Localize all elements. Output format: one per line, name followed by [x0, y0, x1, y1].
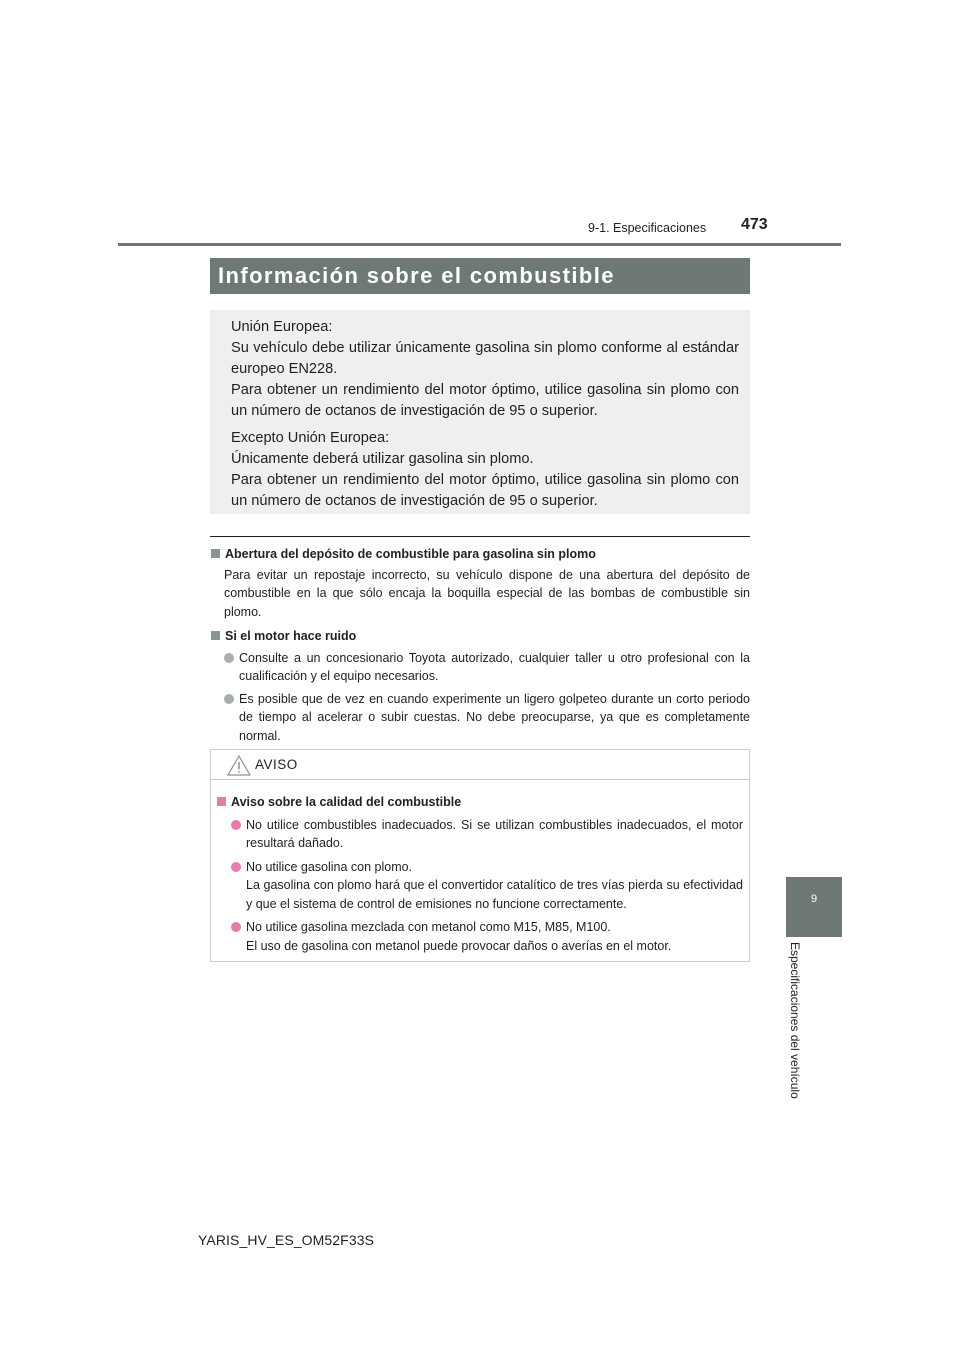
square-bullet-icon [211, 631, 220, 640]
list-item-text: Es posible que de vez en cuando experimente un ligero golpeteo durante un corto periodo de tiempo al acelerar o subir cuestas. No debe preocuparse, ya que es completamente normal. [239, 691, 750, 743]
section-label: 9-1. Especificaciones [588, 221, 707, 235]
page-title: Información sobre el combustible [210, 258, 750, 294]
header-divider [118, 243, 841, 246]
list-item [231, 918, 743, 955]
eu-octane: Para obtener un rendimiento del motor óptimo, utilice gasolina sin plomo con un número de octanos de investigación de 95 o superior. [231, 382, 739, 419]
square-bullet-icon [217, 797, 226, 806]
list-item-text: Consulte a un concesionario Toyota autorizado, cualquier taller u otro profesional con la cualificación y el equipo necesarios. [239, 650, 750, 683]
manual-code: YARIS_HV_ES_OM52F33S [198, 1232, 375, 1248]
warning-box [210, 749, 750, 962]
fuel-info-box [210, 310, 750, 514]
chapter-tab [786, 877, 842, 937]
circle-bullet-icon [224, 694, 234, 704]
circle-bullet-icon [231, 820, 241, 830]
list-item-text: No utilice combustibles inadecuados. Si se utilizan combustibles inadecuados, el motor resultará dañado. [246, 817, 743, 850]
list-item [224, 649, 750, 686]
page-number: 473 [741, 216, 768, 233]
circle-bullet-icon [224, 653, 234, 663]
warning-heading-text: Aviso sobre la calidad del combustible [231, 795, 462, 809]
circle-bullet-icon [231, 922, 241, 932]
list-item-line: La gasolina con plomo hará que el convertidor catalítico de tres vías pierda su efectividad y que el sistema de control de emisiones no funcione correctamente. [246, 878, 743, 911]
chapter-tab-number: 9 [810, 893, 818, 905]
circle-bullet-icon [231, 862, 241, 872]
list-item-text [246, 858, 743, 914]
notes-section [210, 545, 750, 749]
note-heading-text: Abertura del depósito de combustible para gasolina sin plomo [225, 547, 596, 561]
warning-label: AVISO [255, 757, 298, 772]
list-item-line: No utilice gasolina mezclada con metanol como M15, M85, M100. [246, 920, 611, 934]
non-eu-heading: Excepto Unión Europea: [231, 430, 390, 446]
list-item [231, 816, 743, 853]
section-divider [210, 536, 750, 537]
note-body: Para evitar un repostaje incorrecto, su vehículo dispone de una abertura del depósito de combustible en la que sólo encaja la boquilla especial de las bombas de combustible sin plomo. [224, 567, 750, 619]
warning-header [211, 750, 749, 780]
list-item [224, 690, 750, 746]
warning-body [211, 780, 749, 955]
list-item-text [246, 918, 743, 955]
list-item [231, 858, 743, 914]
eu-requirement: Su vehículo debe utilizar únicamente gasolina sin plomo conforme al estándar europeo EN228. [231, 340, 739, 377]
non-eu-octane: Para obtener un rendimiento del motor óptimo, utilice gasolina sin plomo con un número de octanos de investigación de 95 o superior. [231, 472, 739, 509]
square-bullet-icon [211, 549, 220, 558]
warning-heading [216, 793, 743, 812]
note-heading [210, 627, 750, 646]
list-item-line: No utilice gasolina con plomo. [246, 859, 413, 874]
non-eu-requirement: Únicamente deberá utilizar gasolina sin plomo. [231, 451, 534, 467]
list-item-line: El uso de gasolina con metanol puede provocar daños o averías en el motor. [246, 938, 672, 953]
eu-heading: Unión Europea: [231, 319, 333, 335]
warning-triangle-icon [227, 755, 251, 776]
note-heading [210, 545, 750, 564]
note-heading-text: Si el motor hace ruido [225, 629, 357, 643]
chapter-side-title: Especificaciones del vehículo [788, 942, 802, 1099]
